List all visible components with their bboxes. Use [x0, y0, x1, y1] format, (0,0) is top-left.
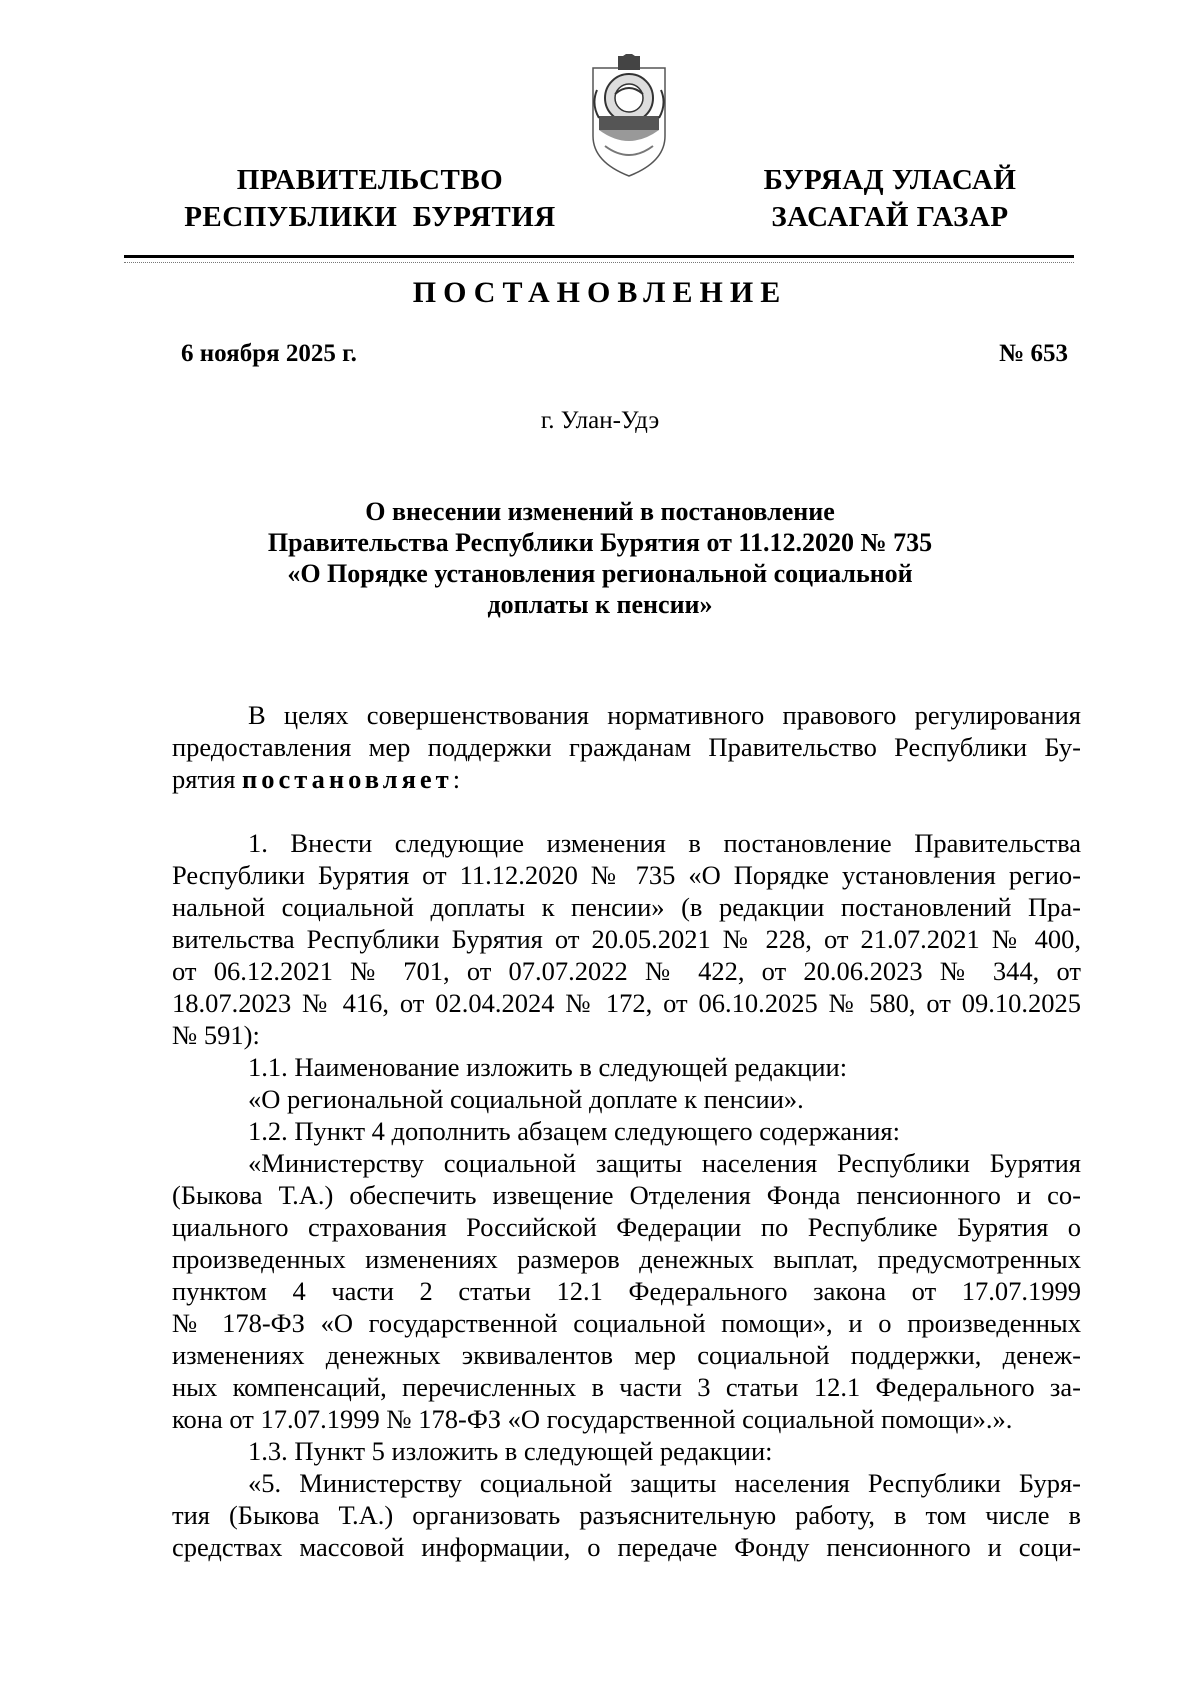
- body-line: кона от 17.07.1999 № 178-ФЗ «О государственной социальной помощи».».: [172, 1404, 1013, 1434]
- document-number: № 653: [999, 340, 1068, 367]
- body-line: ных компенсаций, перечисленных в части 3 статьи 12.1 Федерального за-: [172, 1372, 1081, 1402]
- header-right: [740, 162, 1040, 236]
- body-line: «О региональной социальной доплате к пенсии».: [248, 1084, 804, 1114]
- header-left-line2: РЕСПУБЛИКИ БУРЯТИЯ: [184, 201, 556, 233]
- body-line: пунктом 4 части 2 статьи 12.1 Федерального закона от 17.07.1999: [172, 1276, 1081, 1306]
- body-line: 1.2. Пункт 4 дополнить абзацем следующего содержания:: [248, 1116, 900, 1146]
- title-line: «О Порядке установления региональной социальной: [287, 559, 913, 588]
- title-line: Правительства Республики Бурятия от 11.12.2020 № 735: [267, 528, 933, 557]
- body-line: «Министерству социальной защиты населения Республики Бурятия: [248, 1148, 1081, 1178]
- coat-of-arms-icon: [583, 54, 675, 179]
- body-line: тия (Быкова Т.А.) организовать разъяснительную работу, в том числе в: [172, 1500, 1081, 1530]
- body-line: вительства Республики Бурятия от 20.05.2021 № 228, от 21.07.2021 № 400,: [172, 924, 1081, 954]
- body-line: нальной социальной доплаты к пенсии» (в редакции постановлений Пра-: [172, 892, 1081, 922]
- document-date: 6 ноября 2025 г.: [181, 340, 357, 367]
- header-divider-dotted: [124, 262, 1074, 263]
- document-city: г. Улан-Удэ: [540, 407, 660, 434]
- preamble-line: В целях совершенствования нормативного правового регулирования: [248, 700, 1081, 730]
- body-line: Республики Бурятия от 11.12.2020 № 735 «О Порядке установления регио-: [172, 860, 1081, 890]
- body-line: «5. Министерству социальной защиты населения Республики Буря-: [248, 1468, 1081, 1498]
- title-line: О внесении изменений в постановление: [365, 497, 835, 526]
- header-right-line1: БУРЯАД УЛАСАЙ: [763, 164, 1017, 196]
- header-left: [170, 162, 570, 236]
- body-line: 1.1. Наименование изложить в следующей редакции:: [248, 1052, 848, 1082]
- preamble-line: предоставления мер поддержки гражданам Правительство Республики Бу-: [172, 732, 1081, 762]
- body-line: произведенных изменениях размеров денежных выплат, предусмотренных: [172, 1244, 1081, 1274]
- header-right-line2: ЗАСАГАЙ ГАЗАР: [771, 201, 1009, 233]
- body-line: 1.3. Пункт 5 изложить в следующей редакции:: [248, 1436, 773, 1466]
- preamble-suffix: :: [452, 764, 461, 794]
- body-line: 1. Внести следующие изменения в постановление Правительства: [248, 828, 1081, 858]
- body-line: 18.07.2023 № 416, от 02.04.2024 № 172, от 06.10.2025 № 580, от 09.10.2025: [172, 988, 1081, 1018]
- header-divider: [124, 255, 1074, 258]
- decree-word: постановляет: [242, 764, 453, 794]
- header-left-line1: ПРАВИТЕЛЬСТВО: [236, 164, 504, 196]
- title-line: доплаты к пенсии»: [487, 590, 713, 619]
- body-line: (Быкова Т.А.) обеспечить извещение Отделения Фонда пенсионного и со-: [172, 1180, 1081, 1210]
- body-line: средствах массовой информации, о передаче Фонду пенсионного и соци-: [172, 1532, 1081, 1562]
- body-line: № 178-ФЗ «О государственной социальной помощи», и о произведенных: [172, 1308, 1081, 1338]
- preamble-line: [172, 763, 1081, 795]
- body-line: № 591):: [172, 1020, 260, 1050]
- body-line: изменениях денежных эквивалентов мер социальной поддержки, денеж-: [172, 1340, 1081, 1370]
- preamble-prefix: рятия: [172, 764, 243, 794]
- body-line: от 06.12.2021 № 701, от 07.07.2022 № 422, от 20.06.2023 № 344, от: [172, 956, 1081, 986]
- body-line: циального страхования Российской Федерации по Республике Бурятия о: [172, 1212, 1081, 1242]
- document-type: ПОСТАНОВЛЕНИЕ: [412, 276, 788, 309]
- document-title: [200, 496, 1000, 620]
